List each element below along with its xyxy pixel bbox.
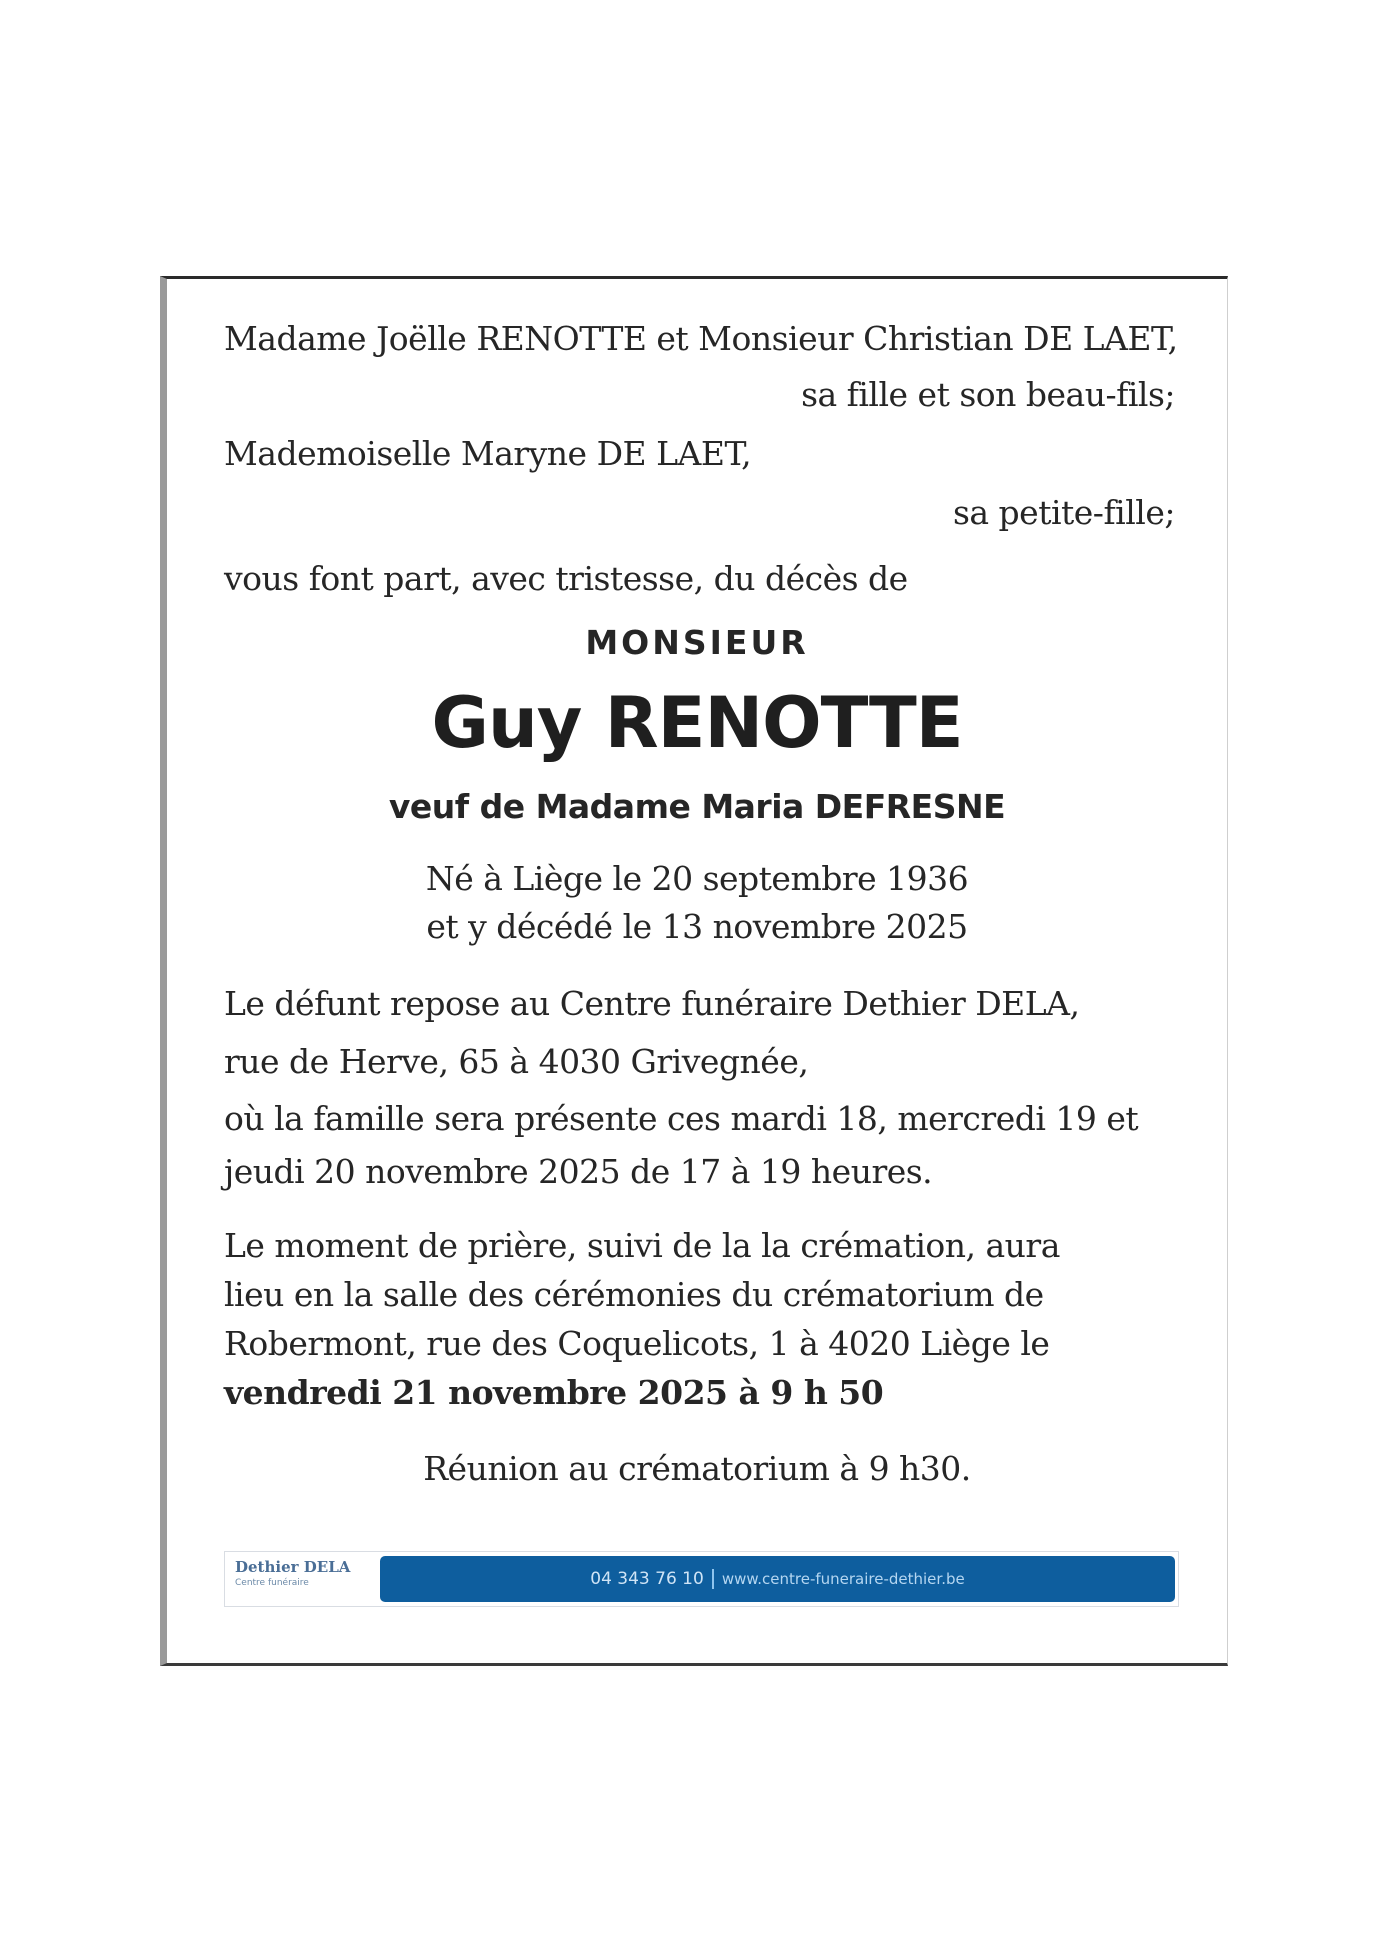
logo-name: Dethier DELA — [235, 1558, 351, 1576]
family-relation-2: sa petite-fille; — [952, 493, 1175, 532]
ceremony-line: lieu en la salle des cérémonies du crématorium de — [224, 1275, 1044, 1314]
death-info: et y décédé le 13 novembre 2025 — [426, 907, 968, 946]
family-member-1: Madame Joëlle RENOTTE et Monsieur Christian DE LAET, — [224, 319, 1178, 358]
repose-line: Le défunt repose au Centre funéraire Dethier DELA, — [224, 984, 1080, 1023]
repose-line: rue de Herve, 65 à 4030 Grivegnée, — [224, 1042, 809, 1081]
logo-subtitle: Centre funéraire — [235, 1578, 309, 1588]
website-link[interactable]: www.centre-funeraire-dethier.be — [721, 1570, 965, 1588]
obituary-card — [160, 276, 1228, 1666]
funeral-home-logo — [235, 1558, 375, 1602]
phone-number: 04 343 76 10 — [590, 1569, 704, 1589]
repose-line: où la famille sera présente ces mardi 18, mercredi 19 et — [224, 1099, 1139, 1138]
birth-info: Né à Liège le 20 septembre 1936 — [425, 859, 969, 898]
family-member-2: Mademoiselle Maryne DE LAET, — [224, 434, 752, 473]
ceremony-line: Robermont, rue des Coquelicots, 1 à 4020 Liège le — [224, 1324, 1050, 1363]
deceased-title: MONSIEUR — [585, 623, 809, 662]
deceased-name: Guy RENOTTE — [431, 682, 963, 764]
meeting-info: Réunion au crématorium à 9 h30. — [423, 1449, 971, 1488]
announcement: vous font part, avec tristesse, du décès de — [224, 559, 908, 598]
funeral-home-banner — [224, 1551, 1179, 1607]
widow-of: veuf de Madame Maria DEFRESNE — [388, 787, 1006, 826]
repose-line: jeudi 20 novembre 2025 de 17 à 19 heures. — [224, 1152, 933, 1191]
ceremony-date: vendredi 21 novembre 2025 à 9 h 50 — [224, 1373, 884, 1412]
ceremony-line: Le moment de prière, suivi de la la crémation, aura — [224, 1226, 1060, 1265]
family-relation-1: sa fille et son beau-fils; — [801, 375, 1175, 414]
separator — [712, 1569, 714, 1589]
contact-bar — [380, 1556, 1175, 1602]
